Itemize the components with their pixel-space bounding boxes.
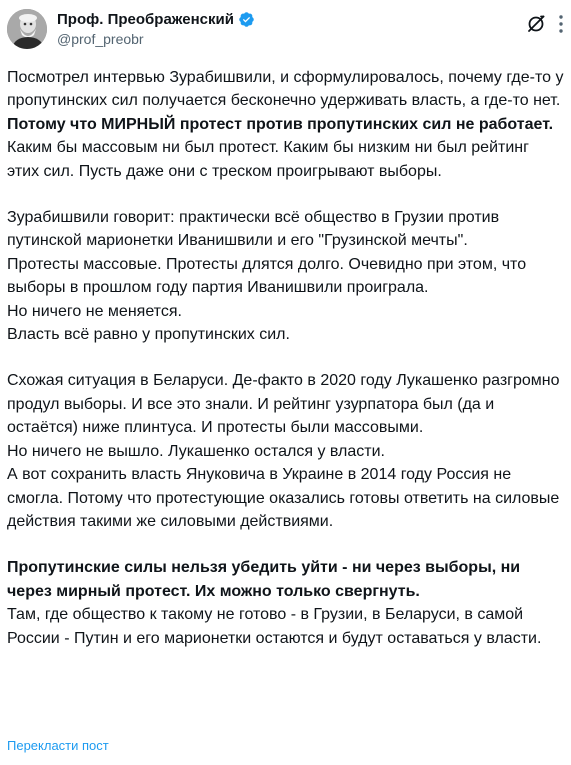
more-vertical-dots-icon[interactable] <box>552 13 570 35</box>
author-display-name[interactable]: Проф. Преображенский <box>57 10 234 28</box>
paragraph-ukraine: А вот сохранить власть Януковича в Украине в 2014 году Россия не смогла. Потому что протестующие оказались готовы ответить на силовые действия такими же силовыми действиями. <box>7 466 564 530</box>
paragraph-georgia: Зурабишвили говорит: практически всё общество в Грузии против путинской марионетки Иванишвили и его "Грузинской мечты". <box>7 209 504 250</box>
paragraph-final: Там, где общество к такому не готово - в Грузии, в Беларуси, в самой России - Путин и его марионетки остаются и будут оставаться у власти. <box>7 606 542 647</box>
paragraph-intro: Посмотрел интервью Зурабишвили, и сформулировалось, почему где-то у пропутинских сил получается бесконечно удерживать власть, а где-то нет. <box>7 69 568 110</box>
paragraph-gap <box>7 183 565 206</box>
paragraph-gap <box>7 533 565 556</box>
author-name-row <box>57 9 255 29</box>
paragraph-belarus: Схожая ситуация в Беларуси. Де-факто в 2020 году Лукашенко разгромно продул выборы. И все это знали. И рейтинг узурпатора был (да и остаётся) ниже плинтуса. И протесты были массовыми. <box>7 372 564 437</box>
author-avatar[interactable] <box>7 9 47 49</box>
paragraph-protest-scale: Каким бы массовым ни был протест. Каким бы низким ни был рейтинг этих сил. Пусть даже они с треском проигрывают выборы. <box>7 139 534 180</box>
tweet-text <box>7 66 568 650</box>
author-handle[interactable]: @prof_preobr <box>57 31 144 47</box>
grok-slash-circle-icon[interactable] <box>525 13 547 35</box>
paragraph-thesis-bold: Потому что МИРНЫЙ протест против пропутинских сил не работает. <box>7 115 554 133</box>
paragraph-nothing-changes: Но ничего не меняется. <box>7 302 182 320</box>
translate-post-link[interactable]: Перекласти пост <box>7 738 109 753</box>
paragraph-gap <box>7 346 565 369</box>
paragraph-power-remains: Власть всё равно у пропутинских сил. <box>7 326 290 344</box>
tweet-header <box>0 0 571 60</box>
paragraph-conclusion-bold: Пропутинские силы нельзя убедить уйти - ни через выборы, ни через мирный протест. Их можно только свергнуть. <box>7 559 525 600</box>
verified-badge-icon[interactable] <box>238 11 255 28</box>
avatar-image <box>7 9 47 49</box>
paragraph-georgia-protests: Протесты массовые. Протесты длятся долго. Очевидно при этом, что выборы в прошлом году партия Иванишвили проиграла. <box>7 255 531 297</box>
paragraph-belarus-result: Но ничего не вышло. Лукашенко остался у власти. <box>7 442 385 460</box>
